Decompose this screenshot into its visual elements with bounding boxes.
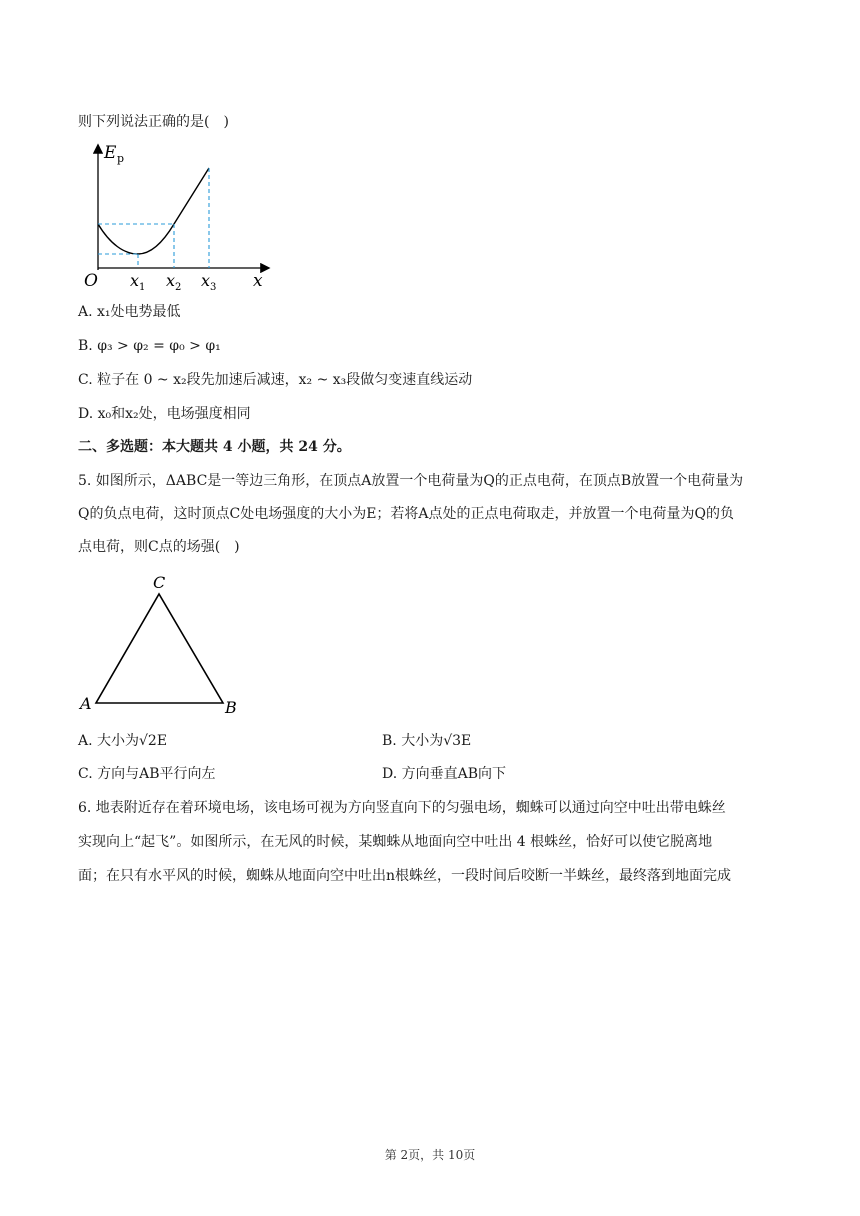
- q4-option-c[interactable]: C. 粒子在 0 ~ x₂段先加速后减速，x₂ ~ x₃段做匀变速直线运动: [78, 372, 473, 388]
- q4-option-b[interactable]: B. φ₃ > φ₂ = φ₀ > φ₁: [78, 338, 221, 354]
- q5-option-d[interactable]: D. 方向垂直AB向下: [382, 766, 507, 782]
- triangle-abc: [96, 594, 223, 703]
- triangle-figure: [78, 572, 248, 717]
- q6-stem-line1: 6. 地表附近存在着环境电场，该电场可视为方向竖直向下的匀强电场，蜘蛛可以通过向空中吐出带电蛛丝: [78, 800, 726, 816]
- vertex-a-label: A: [80, 694, 92, 713]
- origin-label: O: [84, 271, 98, 291]
- ep-curve: [98, 168, 209, 254]
- x2-label: x: [166, 271, 176, 290]
- y-label: E: [104, 143, 117, 163]
- y-label-sub: p: [117, 152, 125, 165]
- q5-stem-line1: 5. 如图所示，ΔABC是一等边三角形，在顶点A放置一个电荷量为Q的正点电荷，在顶点B放置一个电荷量为: [78, 473, 744, 489]
- q5-option-a[interactable]: A. 大小为√2E: [78, 733, 168, 749]
- page-footer: 第 2页，共 10页: [384, 1148, 476, 1162]
- q5-option-b[interactable]: B. 大小为√3E: [382, 733, 472, 749]
- q6-stem-line2: 实现向上“起飞”。如图所示，在无风的时候，某蜘蛛从地面向空中吐出 4 根蛛丝，恰好可以使它脱离地: [78, 834, 713, 850]
- x2-sub: 2: [175, 282, 182, 293]
- x1-sub: 1: [139, 282, 146, 293]
- q5-stem-line3: 点电荷，则C点的场强( ): [78, 539, 240, 555]
- x3-label: x: [201, 271, 211, 290]
- vertex-c-label: C: [153, 573, 166, 592]
- ep-x-graph: [78, 140, 278, 293]
- q4-option-d[interactable]: D. x₀和x₂处，电场强度相同: [78, 406, 251, 422]
- vertex-b-label: B: [225, 698, 237, 717]
- x1-label: x: [130, 271, 140, 290]
- q5-stem-line2: Q的负点电荷，这时顶点C处电场强度的大小为E；若将A点处的正点电荷取走，并放置一个电荷量为Q的负: [78, 506, 734, 522]
- x-axis-label: x: [253, 271, 263, 291]
- q4-stem: 则下列说法正确的是( ): [78, 114, 229, 130]
- q4-option-a[interactable]: A. x₁处电势最低: [78, 304, 181, 320]
- q6-stem-line3: 面；在只有水平风的时候，蜘蛛从地面向空中吐出n根蛛丝，一段时间后咬断一半蛛丝，最终落到地面完成: [78, 868, 732, 884]
- q5-option-c[interactable]: C. 方向与AB平行向左: [78, 766, 216, 782]
- x3-sub: 3: [210, 282, 217, 293]
- section-heading: 二、多选题：本大题共 4 小题，共 24 分。: [78, 439, 351, 455]
